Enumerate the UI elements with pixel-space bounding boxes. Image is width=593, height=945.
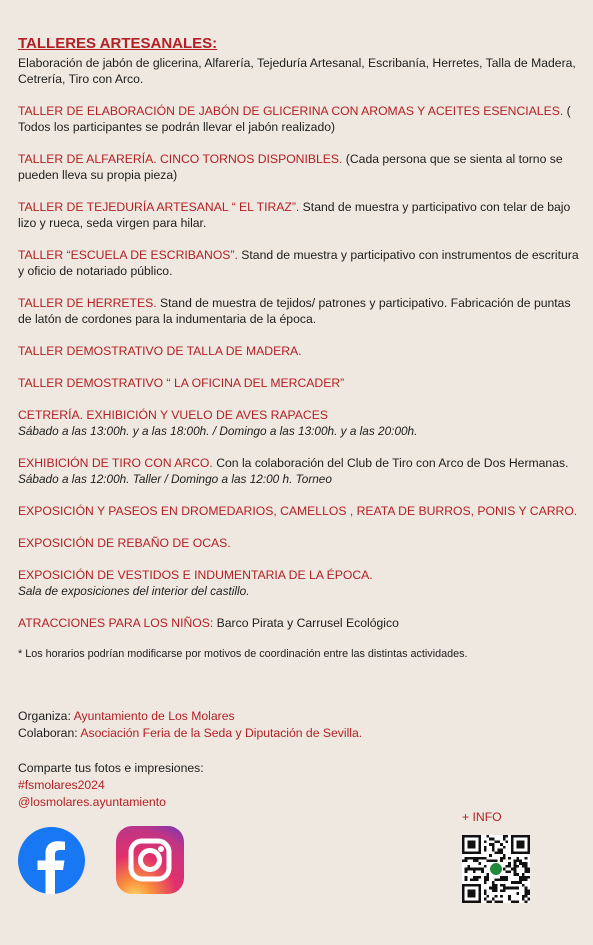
share-line: Comparte tus fotos e impresiones: bbox=[18, 761, 204, 775]
activity-description: Stand de muestra de tejidos/ patrones y participativo. Fabricación de puntas de latón de cordones para la indumentaria de la época. bbox=[18, 296, 571, 326]
page-title: TALLERES ARTESANALES: bbox=[18, 35, 218, 52]
activity-item bbox=[18, 343, 584, 359]
activity-item bbox=[18, 151, 584, 183]
activity-title: EXPOSICIÓN Y PASEOS EN DROMEDARIOS, CAMELLOS , REATA DE BURROS, PONIS Y CARRO. bbox=[18, 504, 578, 518]
activity-item bbox=[18, 375, 584, 391]
activity-item bbox=[18, 567, 584, 599]
activity-title: TALLER DEMOSTRATIVO “ LA OFICINA DEL MERCADER” bbox=[18, 376, 345, 390]
activity-item bbox=[18, 535, 584, 551]
organizers bbox=[18, 708, 362, 742]
activity-title: TALLER DE ELABORACIÓN DE JABÓN DE GLICERINA CON AROMAS Y ACEITES ESENCIALES. bbox=[18, 104, 564, 118]
activity-item bbox=[18, 455, 584, 487]
activity-item bbox=[18, 407, 584, 439]
instagram-handle: @losmolares.ayuntamiento bbox=[18, 795, 166, 809]
share-section bbox=[18, 760, 204, 811]
activity-schedule: Sábado a las 12:00h. Taller / Domingo a las 12:00 h. Torneo bbox=[18, 472, 332, 486]
facebook-icon[interactable] bbox=[18, 827, 85, 894]
activity-schedule: Sala de exposiciones del interior del castillo. bbox=[18, 584, 250, 598]
schedule-note: * Los horarios podrían modificarse por motivos de coordinación entre las distintas actividades. bbox=[18, 648, 468, 660]
intro-text: Elaboración de jabón de glicerina, Alfarería, Tejeduría Artesanal, Escribanía, Herretes, Talla de Madera, Cetrería, Tiro con Arco. bbox=[18, 56, 576, 86]
activity-description: Stand de muestra y participativo con telar de bajo lizo y rueca, seda virgen para hilar. bbox=[18, 200, 571, 230]
activity-item bbox=[18, 247, 584, 279]
activity-title: TALLER DEMOSTRATIVO DE TALLA DE MADERA. bbox=[18, 344, 302, 358]
organiza-value: Ayuntamiento de Los Molares bbox=[73, 709, 235, 723]
activity-description: (Cada persona que se sienta al torno se pueden lleva su propia pieza) bbox=[18, 152, 563, 182]
activity-title: TALLER DE ALFARERÍA. CINCO TORNOS DISPONIBLES. bbox=[18, 152, 343, 166]
activity-title: EXPOSICIÓN DE VESTIDOS E INDUMENTARIA DE LA ÉPOCA. bbox=[18, 568, 373, 582]
activity-title: ATRACCIONES PARA LOS NIÑOS: bbox=[18, 616, 214, 630]
colaboran-label: Colaboran: bbox=[18, 726, 81, 740]
activity-description: Con la colaboración del Club de Tiro con Arco de Dos Hermanas. bbox=[212, 456, 569, 470]
colaboran-value: Asociación Feria de la Seda y Diputación de Sevilla. bbox=[80, 726, 363, 740]
activity-title: TALLER DE TEJEDURÍA ARTESANAL “ EL TIRAZ”. bbox=[18, 200, 300, 214]
activity-title: TALLER DE HERRETES. bbox=[18, 296, 157, 310]
activity-title: TALLER “ESCUELA DE ESCRIBANOS”. bbox=[18, 248, 238, 262]
activity-schedule: Sábado a las 13:00h. y a las 18:00h. / Domingo a las 13:00h. y a las 20:00h. bbox=[18, 424, 418, 438]
activity-item bbox=[18, 615, 584, 631]
qr-code-icon[interactable] bbox=[462, 835, 530, 903]
instagram-icon[interactable] bbox=[116, 826, 184, 894]
activity-item bbox=[18, 199, 584, 231]
more-info-label: + INFO bbox=[462, 810, 502, 824]
activity-items bbox=[18, 103, 584, 631]
activity-description: Stand de muestra y participativo con instrumentos de escritura y oficio de notariado público. bbox=[18, 248, 579, 278]
organiza-label: Organiza: bbox=[18, 709, 74, 723]
activity-title: EXHIBICIÓN DE TIRO CON ARCO. bbox=[18, 456, 213, 470]
activities-list bbox=[18, 35, 584, 661]
activity-title: EXPOSICIÓN DE REBAÑO DE OCAS. bbox=[18, 536, 231, 550]
hashtag: #fsmolares2024 bbox=[18, 778, 105, 792]
activity-description: Barco Pirata y Carrusel Ecológico bbox=[213, 616, 399, 630]
activity-item bbox=[18, 503, 584, 519]
activity-item bbox=[18, 103, 584, 135]
activity-item bbox=[18, 295, 584, 327]
activity-title: CETRERÍA. EXHIBICIÓN Y VUELO DE AVES RAPACES bbox=[18, 408, 328, 422]
activity-description: ( Todos los participantes se podrán llevar el jabón realizado) bbox=[18, 104, 571, 134]
